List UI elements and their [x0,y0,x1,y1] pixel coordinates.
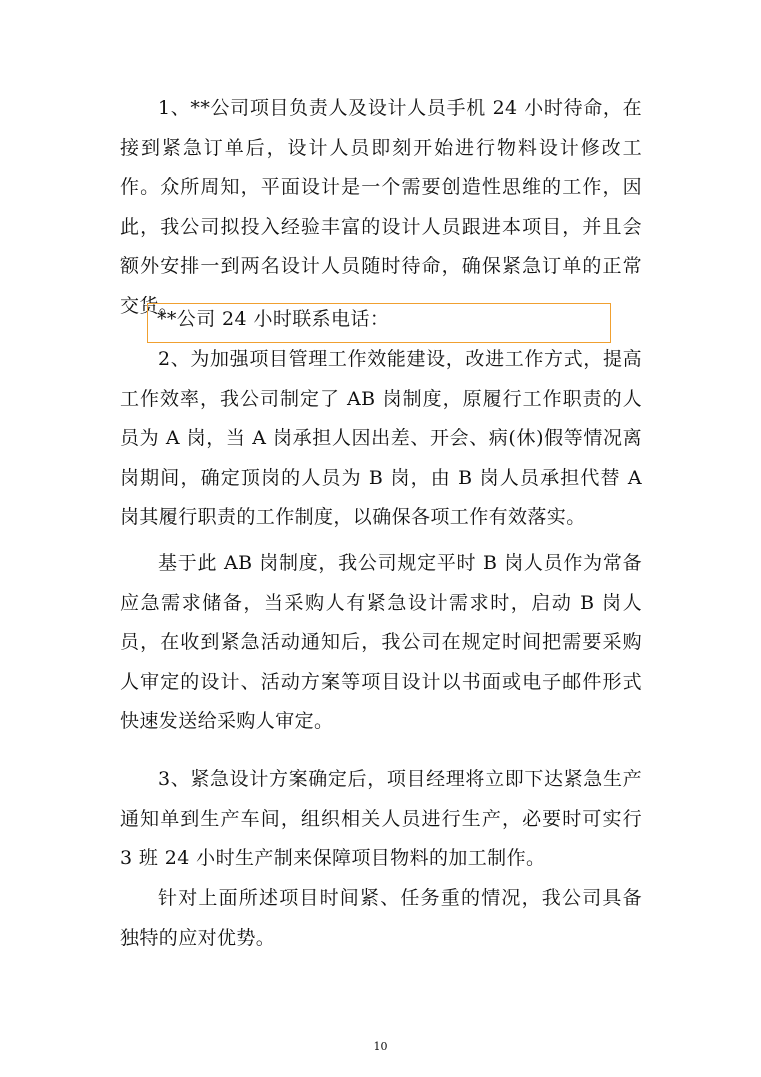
contact-phone-box: **公司 24 小时联系电话： [147,303,611,343]
paragraph-b-post-backup: 基于此 AB 岗制度，我公司规定平时 B 岗人员作为常备应急需求储备，当采购人有紧急设计需求时，启动 B 岗人员，在收到紧急活动通知后，我公司在规定时间把需要采购人审定的设计、活动方案等项目设计以书面或电子邮件形式快速发送给采购人审定。 [120,552,642,732]
paragraph-advantage: 针对上面所述项目时间紧、任务重的情况，我公司具备独特的应对优势。 [120,887,642,949]
paragraph-ab-post-system: 2、为加强项目管理工作效能建设，改进工作方式，提高工作效率，我公司制定了 AB 岗制度，原履行工作职责的人员为 A 岗，当 A 岗承担人因出差、开会、病(休)假等情况离岗期间，确定顶岗的人员为 B 岗，由 B 岗人员承担代替 A 岗其履行职责的工作制度，以确保各项工作有效落实。 [120,348,642,528]
page-number: 10 [373,1040,388,1053]
paragraph-production-order: 3、紧急设计方案确定后，项目经理将立即下达紧急生产通知单到生产车间，组织相关人员进行生产，必要时可实行 3 班 24 小时生产制来保障项目物料的加工制作。 [120,768,642,869]
paragraph-standby-designers: 1、**公司项目负责人及设计人员手机 24 小时待命，在接到紧急订单后，设计人员即刻开始进行物料设计修改工作。众所周知，平面设计是一个需要创造性思维的工作，因此，我公司拟投入经验丰富的设计人员跟进本项目，并且会额外安排一到两名设计人员随时待命，确保紧急订单的正常交货。 [120,97,642,317]
